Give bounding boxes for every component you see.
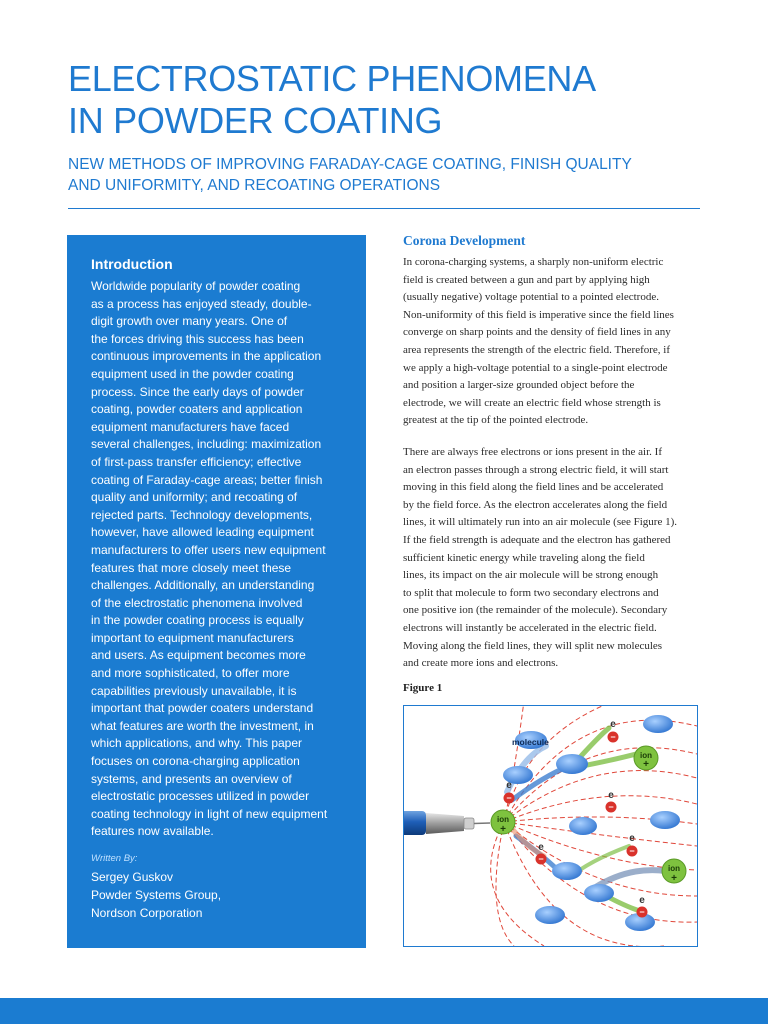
- electron-minus-sign: −: [608, 802, 614, 812]
- ion-plus-sign: +: [671, 873, 677, 884]
- ion-plus-sign: +: [643, 759, 649, 770]
- molecule: [643, 715, 673, 733]
- footer-bar: [0, 998, 768, 1024]
- introduction-line: manufacturers to offer users new equipment: [91, 542, 326, 557]
- paragraph-line: Moving along the field lines, they will split new molecules: [403, 639, 663, 652]
- paragraph-line: and create more ions and electrons.: [403, 657, 559, 670]
- electron-minus-sign: −: [629, 846, 635, 856]
- introduction-line: capabilities previously unavailable, it is: [91, 683, 297, 698]
- introduction-line: focuses on corona-charging application: [91, 754, 300, 769]
- paragraph-line: one positive ion (the remainder of the molecule). Secondary: [403, 604, 668, 617]
- figure-1-illustration: [403, 705, 698, 947]
- corona-discharge-diagram: [404, 706, 697, 946]
- paragraph-line: moving in this field along the field lines and be accelerated: [403, 481, 664, 494]
- molecule: [552, 862, 582, 880]
- paragraph-line: (usually negative) voltage potential to a pointed electrode.: [403, 291, 659, 304]
- ion-plus-sign: +: [500, 824, 506, 835]
- introduction-line: equipment manufacturers have faced: [91, 419, 290, 434]
- introduction-line: equipment used in the powder coating: [91, 366, 294, 381]
- header-divider: [68, 208, 700, 209]
- introduction-line: what features are worth the investment, in: [91, 718, 314, 733]
- paragraph-line: If the field strength is adequate and the electron has gathered: [403, 533, 671, 546]
- title-line-1: ELECTROSTATIC PHENOMENA: [68, 58, 596, 99]
- introduction-line: systems, and presents an overview of: [91, 771, 292, 786]
- ion-label: ion: [497, 815, 509, 824]
- introduction-line: in the powder coating process is equally: [91, 613, 304, 628]
- paragraph-line: Non-uniformity of this field is imperative since the field lines: [403, 308, 674, 321]
- introduction-sidebar: [67, 235, 366, 948]
- paragraph-line: to split that molecule to form two secondary electrons and: [403, 586, 659, 599]
- electron-label: e: [538, 842, 544, 853]
- introduction-heading: Introduction: [91, 256, 173, 272]
- introduction-line: and more sophisticated, to offer more: [91, 666, 290, 681]
- introduction-line: important to equipment manufacturers: [91, 630, 294, 645]
- electron: [606, 790, 617, 813]
- molecule: [584, 884, 614, 902]
- electron-minus-sign: −: [538, 854, 544, 864]
- corona-development-heading: Corona Development: [403, 233, 526, 248]
- molecule: [569, 817, 597, 835]
- subtitle: [68, 154, 708, 196]
- paragraph-line: area represents the strength of the electric field. Therefore, if: [403, 343, 671, 356]
- paragraph-line: by the field force. As the electron accelerates along the field: [403, 498, 668, 511]
- paragraph-line: field is created between a gun and part by applying high: [403, 273, 650, 286]
- introduction-line: continuous improvements in the application: [91, 349, 322, 364]
- paragraph-line: lines, it will ultimately run into an air molecule (see Figure 1).: [403, 516, 678, 529]
- introduction-line: features that more closely meet these: [91, 560, 292, 575]
- electron-label: e: [610, 719, 616, 730]
- introduction-line: several challenges, including: maximization: [91, 437, 322, 452]
- author-block: [91, 868, 221, 922]
- introduction-line: digit growth over many years. One of: [91, 314, 288, 329]
- introduction-line: which applications, and why. This paper: [91, 736, 303, 751]
- paragraph-line: sufficient kinetic energy while traveling along the field: [403, 551, 645, 564]
- figure-label: Figure 1: [403, 682, 443, 694]
- introduction-line: of first-pass transfer efficiency; effective: [91, 454, 302, 469]
- corona-paragraph-2: [403, 444, 703, 673]
- introduction-line: coating of Faraday-cage areas; better finish: [91, 472, 323, 487]
- paragraph-line: converge on sharp points and the density of field lines in any: [403, 326, 671, 339]
- electron-label: e: [639, 895, 645, 906]
- introduction-line: Worldwide popularity of powder coating: [91, 279, 301, 293]
- page-title: [68, 58, 708, 142]
- ion: [662, 859, 686, 884]
- paragraph-line: electrons will instantly be accelerated in the electric field.: [403, 621, 657, 634]
- molecule: [556, 754, 588, 774]
- author-group: Powder Systems Group,: [91, 888, 222, 902]
- written-by-label: Written By:: [91, 853, 138, 864]
- electron-minus-sign: −: [639, 907, 645, 917]
- introduction-line: coating, powder coaters and application: [91, 402, 303, 417]
- introduction-line: features now available.: [91, 824, 214, 839]
- ion-label: ion: [640, 751, 652, 760]
- paragraph-line: an electron passes through a strong electric field, it will start: [403, 463, 669, 476]
- introduction-line: of the electrostatic phenomena involved: [91, 595, 303, 610]
- author-name: Sergey Guskov: [91, 870, 174, 884]
- paragraph-line: There are always free electrons or ions present in the air. If: [403, 446, 662, 458]
- ion-label: ion: [668, 864, 680, 873]
- introduction-line: quality and uniformity; and recoating of: [91, 490, 298, 505]
- introduction-line: rejected parts. Technology developments,: [91, 507, 313, 522]
- paragraph-line: lines, its impact on the air molecule will be strong enough: [403, 569, 659, 582]
- paragraph-line: and position a larger-size grounded object before the: [403, 379, 635, 392]
- molecule-label: molecule: [512, 737, 549, 747]
- paragraph-line: we apply a high-voltage potential to a single-point electrode: [403, 361, 668, 374]
- subtitle-line-2: AND UNIFORMITY, AND RECOATING OPERATIONS: [68, 177, 441, 194]
- electron-minus-sign: −: [610, 732, 616, 742]
- spray-gun: [404, 811, 490, 835]
- author-company: Nordson Corporation: [91, 906, 203, 920]
- ion: [634, 746, 658, 770]
- title-line-2: IN POWDER COATING: [68, 100, 443, 141]
- paragraph-line: electrode, we will create an electric field whose strength is: [403, 396, 661, 409]
- electron-label: e: [506, 780, 512, 791]
- electron-label: e: [608, 790, 614, 801]
- introduction-line: coating technology in light of new equipment: [91, 806, 328, 821]
- paragraph-line: greatest at the tip of the pointed electrode.: [403, 414, 589, 427]
- subtitle-line-1: NEW METHODS OF IMPROVING FARADAY-CAGE COATING, FINISH QUALITY: [68, 156, 632, 173]
- introduction-body: [91, 278, 349, 841]
- ion: [491, 810, 515, 835]
- introduction-line: as a process has enjoyed steady, double-: [91, 296, 312, 311]
- introduction-line: however, have allowed leading equipment: [91, 525, 314, 540]
- electron-minus-sign: −: [506, 793, 512, 803]
- electron: [637, 895, 648, 918]
- molecule: [650, 811, 680, 829]
- introduction-line: the forces driving this success has been: [91, 331, 304, 346]
- introduction-line: important that powder coaters understand: [91, 701, 314, 716]
- introduction-line: challenges. Additionally, an understanding: [91, 578, 315, 593]
- paragraph-line: In corona-charging systems, a sharply non-uniform electric: [403, 256, 664, 268]
- introduction-line: electrostatic processes utilized in powder: [91, 789, 310, 804]
- molecule: [535, 906, 565, 924]
- introduction-line: process. Since the early days of powder: [91, 384, 304, 399]
- introduction-line: and users. As equipment becomes more: [91, 648, 306, 663]
- electron-label: e: [629, 833, 635, 844]
- corona-paragraph-1: [403, 254, 703, 430]
